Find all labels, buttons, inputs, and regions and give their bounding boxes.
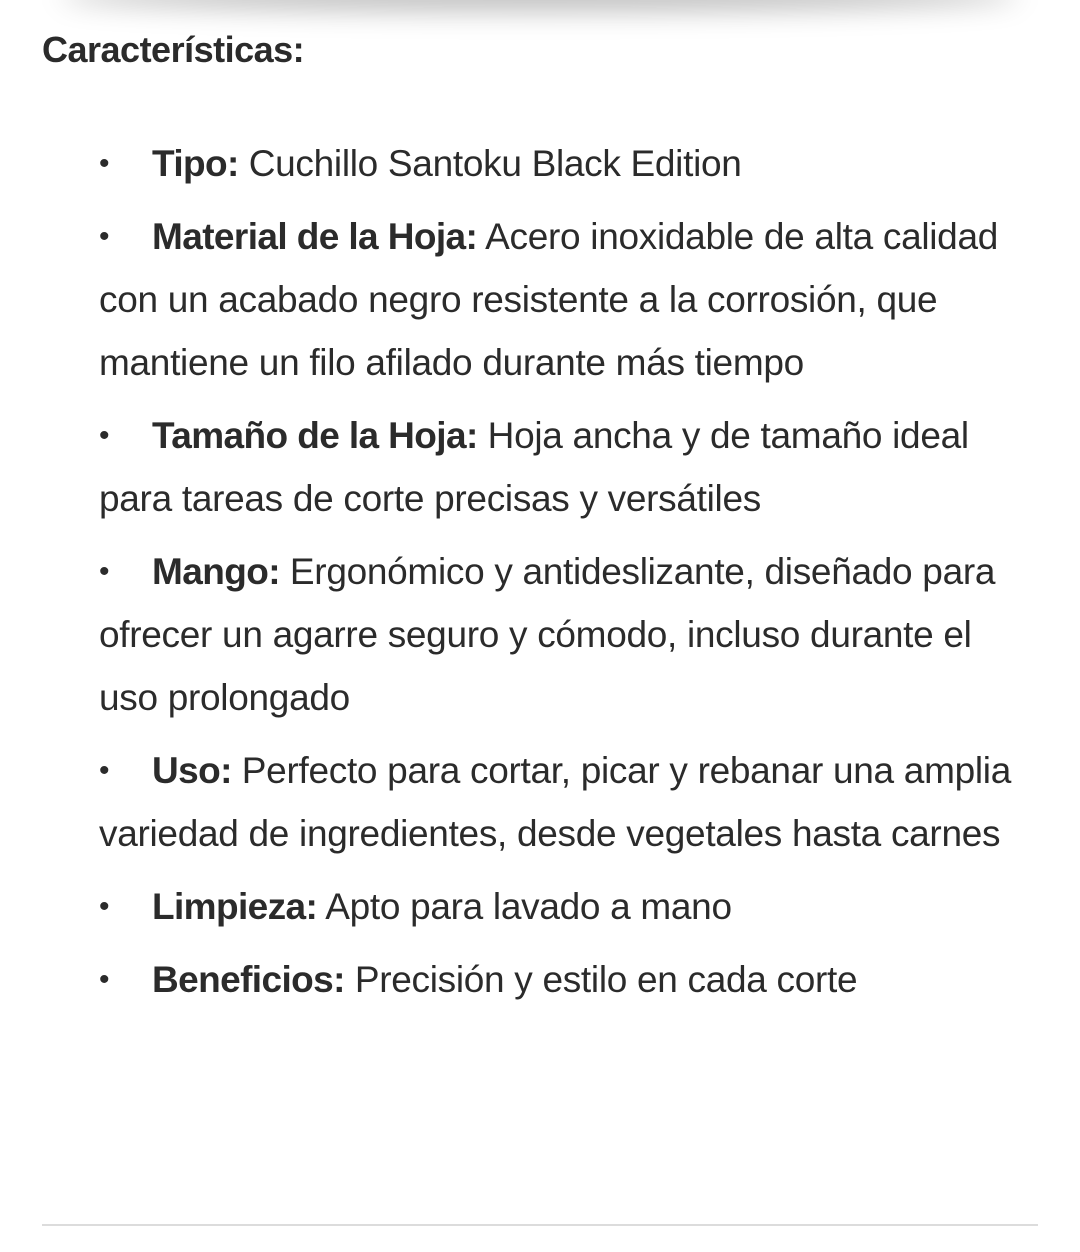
features-section xyxy=(42,28,1038,1021)
feature-label: Tipo: xyxy=(152,143,239,184)
feature-text: Precisión y estilo en cada corte xyxy=(344,959,858,1000)
list-item xyxy=(99,948,1038,1011)
feature-label: Beneficios: xyxy=(152,959,345,1000)
list-item xyxy=(99,132,1038,195)
bullet-icon: • xyxy=(99,220,110,253)
feature-label: Tamaño de la Hoja: xyxy=(152,415,478,456)
bullet-icon: • xyxy=(99,147,110,180)
feature-text: Perfecto para cortar, picar y rebanar una amplia variedad de ingredientes, desde vegetales hasta carnes xyxy=(99,750,1011,854)
feature-text: Apto para lavado a mano xyxy=(317,886,732,927)
divider xyxy=(42,1224,1038,1226)
feature-text: Acero inoxidable de alta calidad con un acabado negro resistente a la corrosión, que mantiene un filo afilado durante más tiempo xyxy=(99,216,999,383)
features-list xyxy=(42,132,1038,1011)
list-item xyxy=(99,875,1038,938)
section-heading: Características: xyxy=(42,29,305,70)
bullet-icon: • xyxy=(99,890,110,923)
feature-label: Limpieza: xyxy=(152,886,318,927)
feature-label: Material de la Hoja: xyxy=(152,216,478,257)
feature-label: Uso: xyxy=(152,750,232,791)
feature-text: Hoja ancha y de tamaño ideal para tareas de corte precisas y versátiles xyxy=(99,415,969,519)
feature-text: Cuchillo Santoku Black Edition xyxy=(238,143,742,184)
bullet-icon: • xyxy=(99,963,110,996)
list-item xyxy=(99,540,1038,729)
feature-label: Mango: xyxy=(152,551,280,592)
bullet-icon: • xyxy=(99,419,110,452)
list-item xyxy=(99,404,1038,530)
list-item xyxy=(99,205,1038,394)
bullet-icon: • xyxy=(99,754,110,787)
list-item xyxy=(99,739,1038,865)
feature-text: Ergonómico y antideslizante, diseñado para ofrecer un agarre seguro y cómodo, incluso durante el uso prolongado xyxy=(99,551,996,718)
bullet-icon: • xyxy=(99,555,110,588)
